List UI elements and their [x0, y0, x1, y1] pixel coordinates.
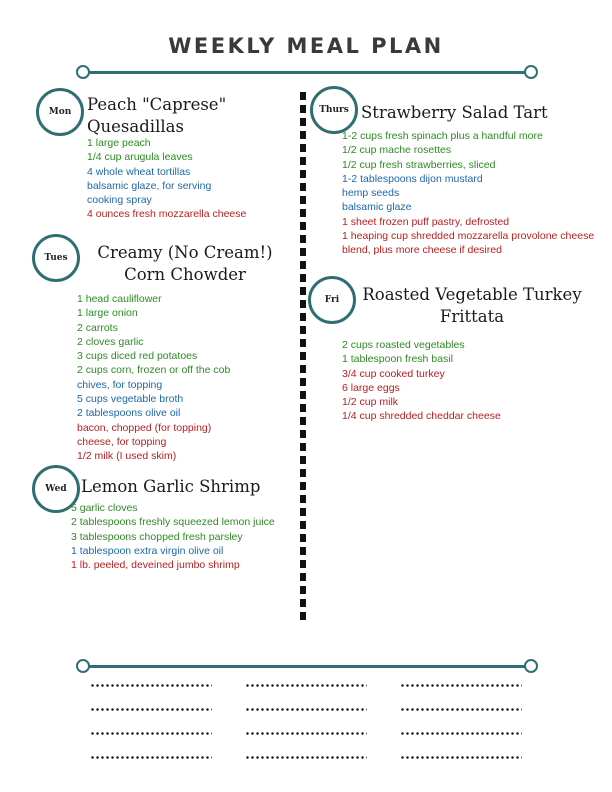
write-in-line[interactable]: [90, 732, 212, 735]
day-badge-thurs: Thurs: [310, 86, 358, 134]
ingredient-list-wed: [71, 501, 275, 572]
top-divider-left-knob: [76, 65, 90, 79]
ingredient: 5 garlic cloves: [71, 502, 138, 514]
recipe-title-tues: Creamy (No Cream!) Corn Chowder: [97, 243, 273, 284]
write-in-line[interactable]: [90, 756, 212, 759]
ingredient: 1 large onion: [77, 307, 138, 320]
ingredient: 1-2 tablespoons dijon mustard: [342, 172, 483, 185]
ingredient: 4 ounces fresh mozzarella cheese: [87, 208, 247, 221]
top-divider-right-knob: [524, 65, 538, 79]
write-in-line[interactable]: [400, 756, 522, 759]
write-in-line[interactable]: [400, 732, 522, 735]
ingredient: 2 tablespoons olive oil: [77, 407, 181, 420]
page-title: WEEKLY MEAL PLAN: [168, 34, 444, 58]
bottom-divider-left-knob: [76, 659, 90, 673]
write-in-line[interactable]: [400, 708, 522, 711]
ingredient: 6 large eggs: [342, 381, 400, 394]
ingredient: chives, for topping: [77, 378, 163, 391]
recipe-title-wed: Lemon Garlic Shrimp: [81, 477, 261, 496]
top-divider: [84, 71, 530, 74]
bottom-divider: [84, 665, 530, 668]
ingredient: 4 whole wheat tortillas: [87, 165, 191, 178]
ingredient: 2 cloves garlic: [77, 335, 144, 348]
write-in-line[interactable]: [245, 684, 367, 687]
ingredient: 1/4 cup arugula leaves: [87, 151, 193, 164]
ingredient: 2 tablespoons freshly squeezed lemon juice: [71, 516, 275, 529]
bottom-divider-right-knob: [524, 659, 538, 673]
write-in-line[interactable]: [90, 708, 212, 711]
ingredient: balsamic glaze, for serving: [87, 179, 212, 192]
ingredient: 1 lb. peeled, deveined jumbo shrimp: [71, 559, 240, 572]
write-in-line[interactable]: [245, 732, 367, 735]
ingredient: 1 tablespoon fresh basil: [342, 353, 453, 366]
ingredient: 1 sheet frozen puff pastry, defrosted: [342, 215, 510, 228]
day-badge-fri: Fri: [308, 276, 356, 324]
ingredient: cheese, for topping: [77, 435, 167, 448]
ingredient-list-thurs: [342, 129, 594, 258]
ingredient: 5 cups vegetable broth: [77, 393, 184, 406]
recipe-title-mon: Peach "Caprese" Quesadillas: [87, 95, 227, 136]
ingredient: 1/2 milk (I used skim): [77, 450, 177, 463]
column-divider: [300, 92, 306, 622]
ingredient: blend, plus more cheese if desired: [342, 244, 502, 257]
day-badge-tues: Tues: [32, 234, 80, 282]
ingredient: balsamic glaze: [342, 201, 412, 214]
ingredient: 1/2 cup fresh strawberries, sliced: [342, 158, 496, 171]
ingredient: bacon, chopped (for topping): [77, 421, 212, 434]
day-badge-wed: Wed: [32, 465, 80, 513]
recipe-title-fri: Roasted Vegetable Turkey Frittata: [362, 285, 582, 326]
ingredient-list-mon: [87, 136, 246, 222]
write-in-line[interactable]: [400, 684, 522, 687]
ingredient: 1/2 cup mache rosettes: [342, 144, 452, 157]
ingredient: 1-2 cups fresh spinach plus a handful more: [342, 130, 543, 142]
ingredient-list-fri: [342, 338, 501, 424]
ingredient: 3 tablespoons chopped fresh parsley: [71, 530, 243, 543]
ingredient: 2 cups roasted vegetables: [342, 339, 465, 351]
ingredient: 2 carrots: [77, 321, 118, 334]
ingredient: 1/4 cup shredded cheddar cheese: [342, 410, 501, 423]
ingredient: cooking spray: [87, 194, 152, 207]
ingredient: hemp seeds: [342, 187, 400, 200]
ingredient: 3 cups diced red potatoes: [77, 350, 198, 363]
ingredient: 1 large peach: [87, 137, 151, 149]
ingredient: 1 tablespoon extra virgin olive oil: [71, 544, 224, 557]
ingredient: 1/2 cup milk: [342, 396, 399, 409]
ingredient: 3/4 cup cooked turkey: [342, 367, 445, 380]
write-in-line[interactable]: [245, 756, 367, 759]
ingredient-list-tues: [77, 292, 230, 464]
write-in-line[interactable]: [245, 708, 367, 711]
recipe-title-thurs: Strawberry Salad Tart: [361, 103, 548, 122]
day-badge-mon: Mon: [36, 88, 84, 136]
write-in-line[interactable]: [90, 684, 212, 687]
ingredient: 1 head cauliflower: [77, 293, 162, 305]
ingredient: 2 cups corn, frozen or off the cob: [77, 364, 231, 377]
ingredient: 1 heaping cup shredded mozzarella provolone cheese: [342, 230, 595, 243]
